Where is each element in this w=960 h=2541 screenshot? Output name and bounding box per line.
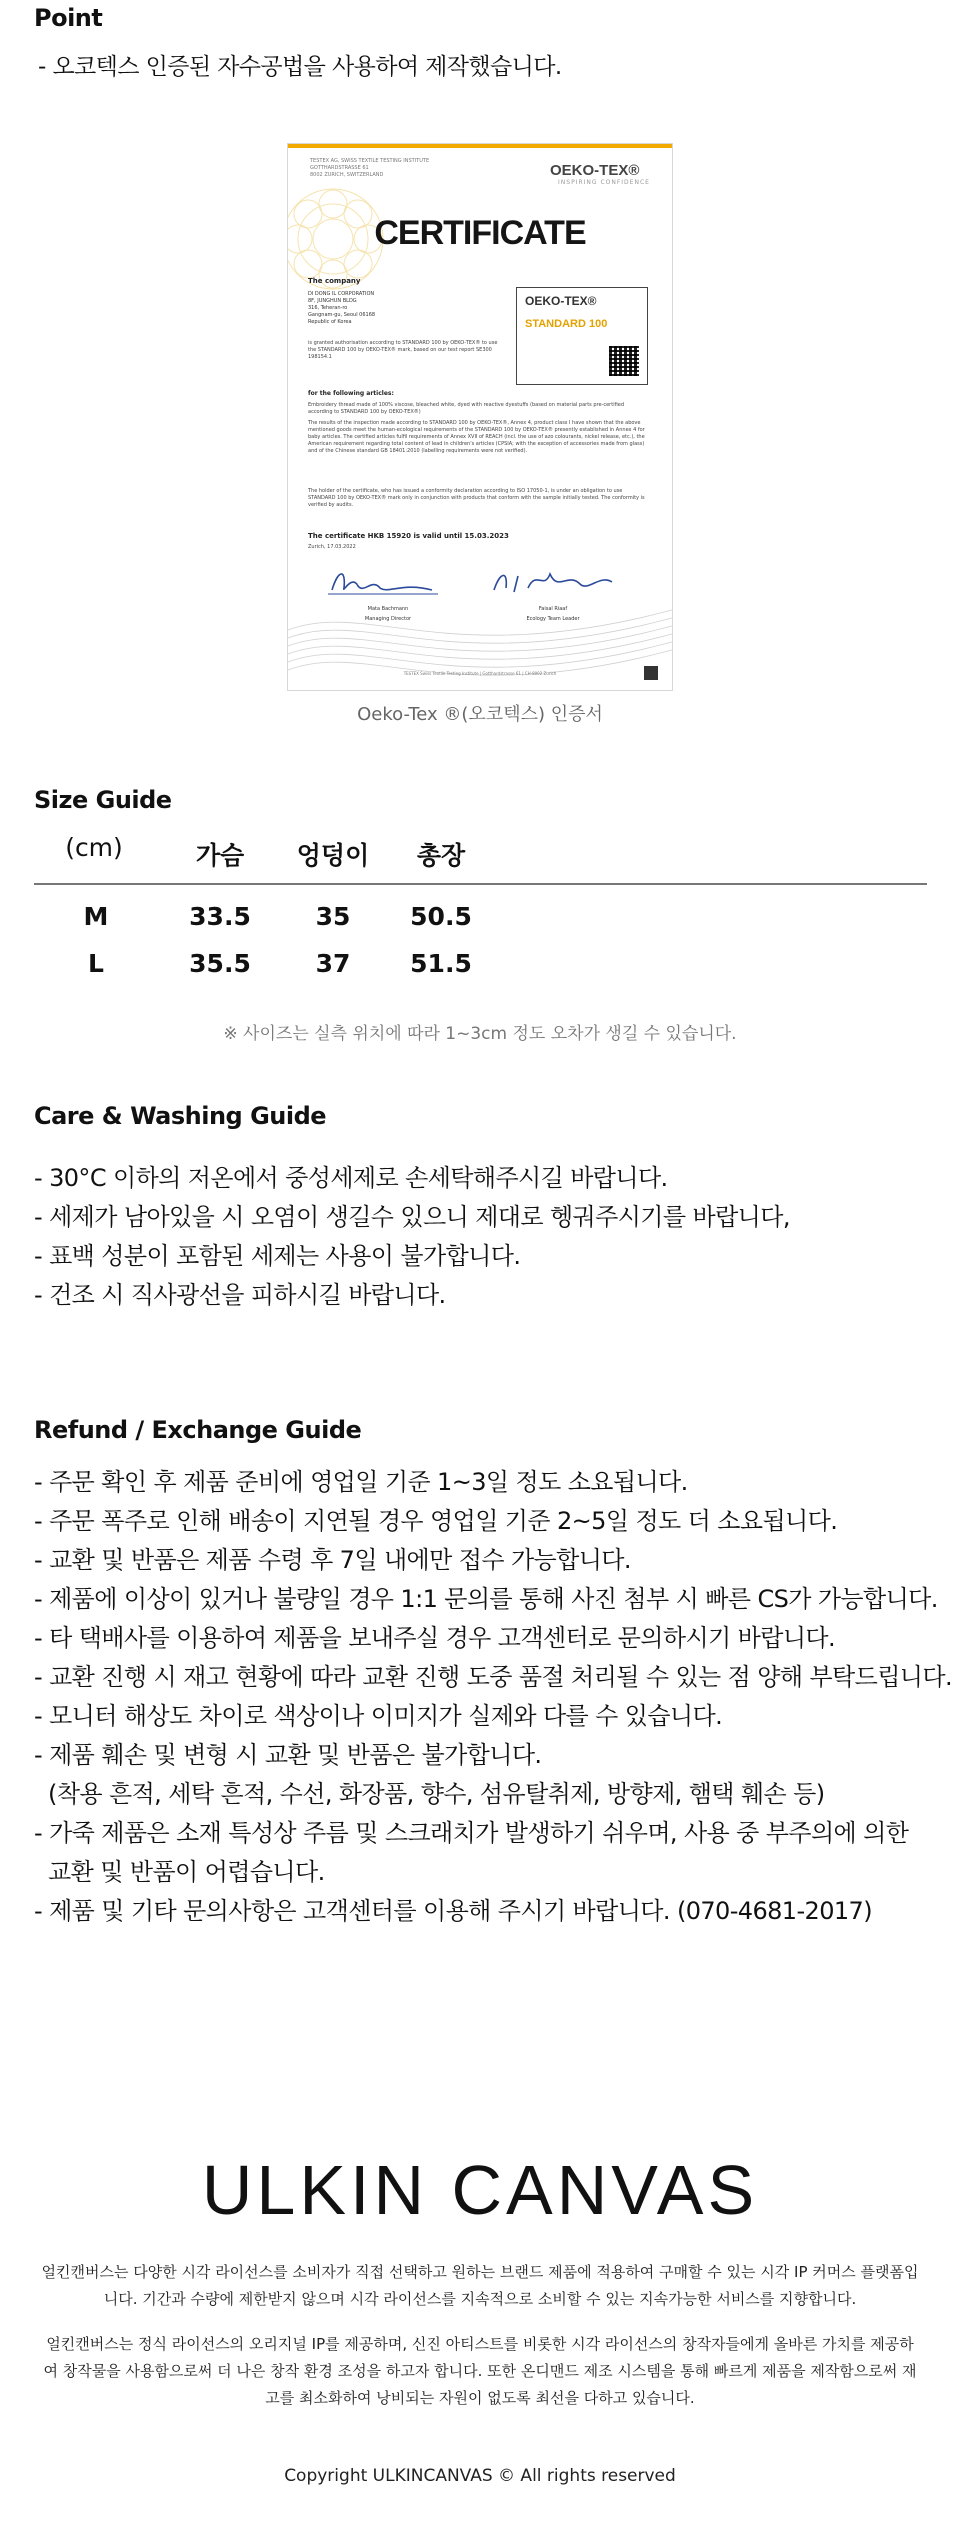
- refund-line: - 모니터 해상도 차이로 색상이나 이미지가 실제와 다를 수 있습니다.: [34, 1702, 723, 1730]
- certificate-place-date: Zurich, 17.03.2022: [308, 544, 356, 550]
- size-row-l-chest: 35.5: [189, 949, 251, 978]
- certificate-company-address: DI DONG IL CORPORATION 8F, JUNGHUN BLDG 316, Teheran-ro Gangnam-gu, Seoul 06168 Republic of Korea: [308, 291, 376, 325]
- refund-line: - 타 택배사를 이용하여 제품을 보내주실 경우 고객센터로 문의하시기 바랍니다.: [34, 1624, 836, 1652]
- brand-mission-paragraph: 얼킨캔버스는 정식 라이선스의 오리지널 IP를 제공하며, 신진 아티스트를 비롯한 시각 라이선스의 창작자들에게 올바른 가치를 제공하여 창작물을 사용함으로써 더 나은 창작 환경 조성을 하고자 합니다. 또한 온디맨드 제조 시스템을 통해 빠르게 제품을 제작함으로써 재고를 최소화하여 낭비되는 자원이 없도록 최선을 다하고 있습니다.: [43, 2335, 917, 2407]
- badge-line2: STANDARD 100: [525, 318, 608, 330]
- signer1-name: Mata Bachmann: [367, 606, 409, 612]
- point-heading: Point: [34, 4, 103, 32]
- care-line: - 세제가 남아있을 시 오염이 생길수 있으니 제대로 헹궈주시기를 바랍니다,: [34, 1203, 790, 1231]
- oeko-tex-logo-subtitle: INSPIRING CONFIDENCE: [558, 179, 650, 186]
- copyright: Copyright ULKINCANVAS © All rights reserved: [284, 2466, 676, 2486]
- certificate-top-bar: [288, 144, 672, 148]
- refund-line: - 제품 훼손 및 변형 시 교환 및 반품은 불가합니다.: [34, 1741, 542, 1769]
- size-col-length: 총장: [416, 841, 466, 870]
- size-row-l-hip: 37: [315, 949, 351, 978]
- certificate-title: CERTIFICATE: [374, 214, 586, 252]
- refund-line: - 제품 및 기타 문의사항은 고객센터를 이용해 주시기 바랍니다. (070-4681-2017): [34, 1897, 872, 1925]
- certificate-institute: TESTEX AG, SWISS TEXTILE TESTING INSTITUTE GOTTHARDSTRASSE 61 8002 ZURICH, SWITZERLAND: [310, 158, 430, 178]
- certificate-footer: TESTEX Swiss Textile Testing Institute | Gotthardstrasse 61 | CH-8002 Zurich: [403, 671, 557, 676]
- certificate-caption: Oeko-Tex ®(오코텍스) 인증서: [357, 704, 603, 725]
- badge-line1: OEKO-TEX®: [525, 294, 597, 308]
- care-line: - 30°C 이하의 저온에서 중성세제로 손세탁해주시길 바랍니다.: [34, 1164, 668, 1192]
- size-row-l-length: 51.5: [410, 949, 472, 978]
- refund-line: - 주문 폭주로 인해 배송이 지연될 경우 영업일 기준 2~5일 정도 더 소요됩니다.: [34, 1507, 838, 1535]
- size-row-m-chest: 33.5: [189, 902, 251, 931]
- certificate-authorization: is granted authorisation according to STANDARD 100 by OEKO-TEX® to use the STANDARD 100 by OEKO-TEX® mark, based on our test report SE300 198154.1: [308, 340, 498, 360]
- refund-heading: Refund / Exchange Guide: [34, 1416, 362, 1444]
- size-unit-label: (cm): [65, 833, 123, 862]
- signer1-role: Managing Director: [364, 616, 412, 622]
- size-col-chest: 가슴: [195, 841, 245, 870]
- refund-line: 교환 및 반품이 어렵습니다.: [34, 1858, 325, 1886]
- brand-wordmark: ULKIN CANVAS: [201, 2151, 759, 2229]
- signer2-role: Ecology Team Leader: [526, 616, 580, 622]
- small-qr-code-icon: [644, 666, 658, 680]
- size-guide-heading: Size Guide: [34, 786, 172, 814]
- refund-line: - 가죽 제품은 소재 특성상 주름 및 스크래치가 발생하기 쉬우며, 사용 중 부주의에 의한: [34, 1819, 909, 1847]
- point-line: - 오코텍스 인증된 자수공법을 사용하여 제작했습니다.: [38, 54, 562, 80]
- oeko-tex-certificate-image: [287, 143, 673, 691]
- care-line: - 표백 성분이 포함된 세제는 사용이 불가합니다.: [34, 1242, 521, 1270]
- size-note: ※ 사이즈는 실측 위치에 따라 1~3cm 정도 오차가 생길 수 있습니다.: [223, 1024, 737, 1044]
- size-row-m-label: M: [83, 902, 109, 931]
- care-heading: Care & Washing Guide: [34, 1102, 327, 1130]
- oeko-tex-logo: OEKO-TEX®: [550, 162, 640, 179]
- refund-line: - 교환 및 반품은 제품 수령 후 7일 내에만 접수 가능합니다.: [34, 1546, 631, 1574]
- certificate-holder: The holder of the certificate, who has issued a conformity declaration according to ISO 17050-1, is under an obligation to use STANDARD 100 by OEKO-TEX® mark only in conjunction with products that conform with the sample initially tested. The conformity is verified by audits.: [308, 488, 645, 508]
- size-row-m-hip: 35: [315, 902, 351, 931]
- refund-line: - 주문 확인 후 제품 준비에 영업일 기준 1~3일 정도 소요됩니다.: [34, 1468, 688, 1496]
- size-col-hip: 엉덩이: [296, 841, 370, 870]
- brand-intro-paragraph: 얼킨캔버스는 다양한 시각 라이선스를 소비자가 직접 선택하고 원하는 브랜드 제품에 적용하여 구매할 수 있는 시각 IP 커머스 플랫폼입니다. 기간과 수량에 제한받지 않으며 시각 라이선스를 지속적으로 소비할 수 있는 지속가능한 서비스를 지향합니다.: [41, 2263, 919, 2308]
- size-row-m-length: 50.5: [410, 902, 472, 931]
- certificate-articles: Embroidery thread made of 100% viscose, bleached white, dyed with reactive dyestuffs (based on material parts pre-certified according to STANDARD 100 by OEKO-TEX®): [308, 402, 624, 415]
- certificate-valid: The certificate HKB 15920 is valid until 15.03.2023: [308, 532, 509, 540]
- certificate-company-heading: The company: [308, 277, 361, 285]
- care-line: - 건조 시 직사광선을 피하시길 바랍니다.: [34, 1281, 446, 1309]
- qr-code-icon: [609, 346, 639, 376]
- refund-line: (착용 흔적, 세탁 흔적, 수선, 화장품, 향수, 섬유탈취제, 방향제, 햄택 훼손 등): [34, 1780, 825, 1808]
- size-row-l-label: L: [88, 949, 104, 978]
- certificate-articles-heading: for the following articles:: [308, 390, 394, 397]
- refund-line: - 제품에 이상이 있거나 불량일 경우 1:1 문의를 통해 사진 첨부 시 빠른 CS가 가능합니다.: [34, 1585, 938, 1613]
- signer2-name: Faisal Riaaf: [538, 606, 568, 612]
- certificate-results: The results of the inspection made according to STANDARD 100 by OEKO-TEX®, Annex 4, product class I have shown that the above mentioned goods meet the human-ecological requirements of the STANDARD 100 by OEKO-TEX® presently established in Annex 4 for baby articles. The certified articles fulfil requirements of Annex XVII of REACH (incl. the use of azo colourants, nickel release, etc.), the American requirement regarding total content of lead in children's articles (CPSIA; with the exception of accessories made from glass) and of the Chinese standard GB 18401:2010 (labelling requirements were not verified).: [308, 420, 645, 454]
- size-table-divider: [34, 883, 927, 885]
- refund-line: - 교환 진행 시 재고 현황에 따라 교환 진행 도중 품절 처리될 수 있는 점 양해 부탁드립니다.: [34, 1663, 952, 1691]
- standard-100-badge: [516, 287, 648, 385]
